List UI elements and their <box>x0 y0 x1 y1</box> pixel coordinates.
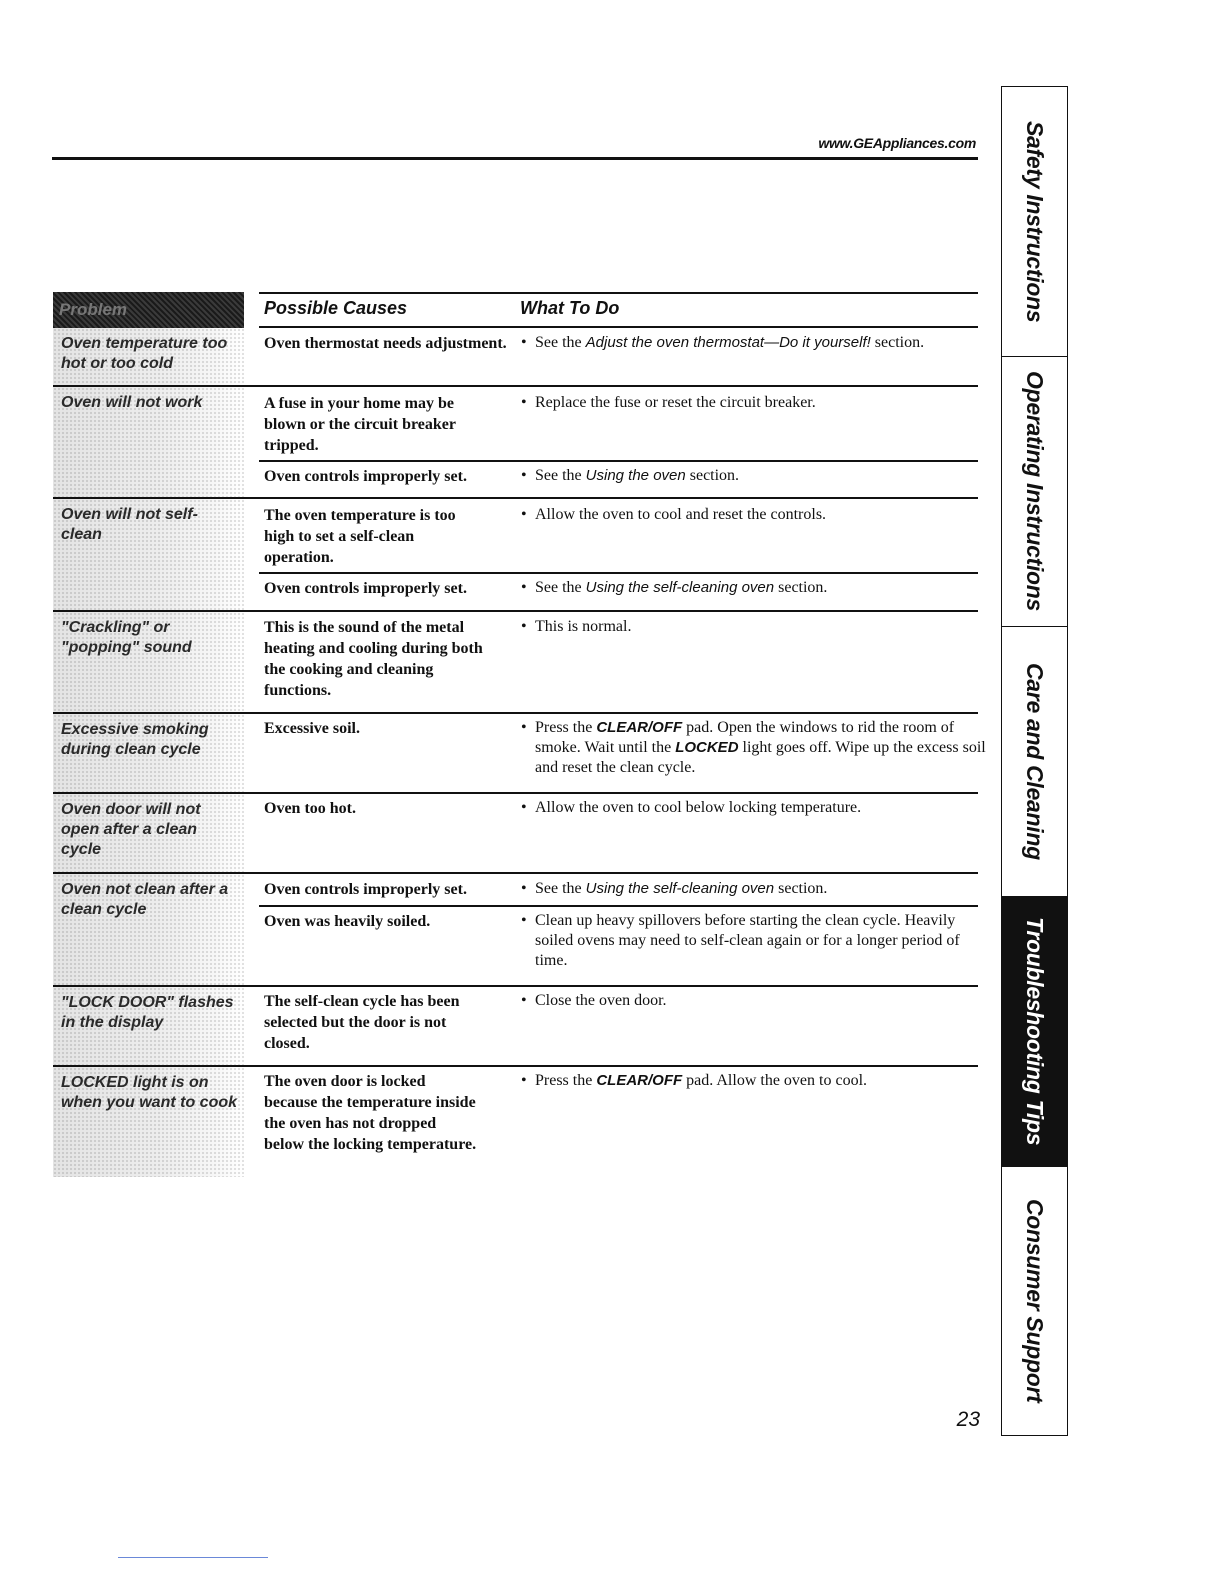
problem-cell: LOCKED light is on when you want to cook <box>53 1067 244 1177</box>
problem-cell: Oven will not self-clean <box>53 499 244 610</box>
todo-text: • See the Adjust the oven thermostat—Do it yourself! section. <box>521 333 990 353</box>
problem-cell: Excessive smoking during clean cycle <box>53 714 244 793</box>
section-reference: Using the self-cleaning oven <box>585 579 775 596</box>
problem-cell: Oven not clean after a clean cycle <box>53 874 244 985</box>
todo-text: • Replace the fuse or reset the circuit breaker. <box>521 393 990 413</box>
header-top-rule <box>259 292 978 294</box>
todo-text: • Press the CLEAR/OFF pad. Open the windows to rid the room of smoke. Wait until the LOCKED light goes off. Wipe up the excess soil and reset the clean cycle. <box>521 718 990 778</box>
possible-causes-header: Possible Causes <box>264 298 408 318</box>
todo-text: • See the Using the oven section. <box>521 466 990 486</box>
section-tabs <box>1001 86 1068 1436</box>
problem-column-header: Problem <box>53 292 244 328</box>
cause-text: Oven too hot. <box>264 800 356 817</box>
tab-consumer-support[interactable]: Consumer Support <box>1022 1198 1048 1403</box>
problem-cell: "LOCK DOOR" flashes in the display <box>53 987 244 1066</box>
what-to-do-header: What To Do <box>520 298 620 318</box>
todo-text: • Clean up heavy spillovers before starting the clean cycle. Heavily soiled ovens may need to self-clean again or for a longer period of time. <box>521 911 965 971</box>
todo-text: • Press the CLEAR/OFF pad. Allow the oven to cool. <box>521 1071 990 1091</box>
todo-text: • This is normal. <box>521 617 990 637</box>
cause-text: Oven controls improperly set. <box>264 580 467 597</box>
todo-text: • Allow the oven to cool and reset the controls. <box>521 505 990 525</box>
page-number: 23 <box>956 1408 980 1431</box>
cause-text: Oven controls improperly set. <box>264 468 467 485</box>
cause-text: Oven controls improperly set. <box>264 881 467 898</box>
tab-safety-instructions[interactable]: Safety Instructions <box>1002 87 1067 357</box>
todo-text: • Close the oven door. <box>521 991 990 1011</box>
todo-text: • See the Using the self-cleaning oven section. <box>521 578 990 598</box>
tab-troubleshooting-tips[interactable]: Troubleshooting Tips <box>1002 897 1067 1167</box>
todo-text: • See the Using the self-cleaning oven section. <box>521 879 990 899</box>
cause-text: Oven was heavily soiled. <box>264 913 431 930</box>
sub-divider <box>259 460 978 462</box>
tab-operating-instructions[interactable]: Operating Instructions <box>1002 357 1067 627</box>
cause-text: The self-clean cycle has been selected but the door is not closed. <box>264 993 460 1052</box>
locked-light: LOCKED <box>675 739 739 756</box>
section-reference: Using the self-cleaning oven <box>585 880 775 897</box>
problem-cell: "Crackling" or "popping" sound <box>53 612 244 713</box>
section-reference: Using the oven <box>585 467 686 484</box>
website-url: www.GEAppliances.com <box>818 135 976 151</box>
cause-text: Oven thermostat needs adjustment. <box>264 335 507 352</box>
cause-text: Excessive soil. <box>264 720 360 737</box>
problem-cell: Oven door will not open after a clean cycle <box>53 794 244 873</box>
cause-text: The oven temperature is too high to set a self-clean operation. <box>264 507 456 566</box>
problem-cell: Oven temperature too hot or too cold <box>53 328 244 386</box>
header-bottom-rule <box>259 326 978 328</box>
cause-text: This is the sound of the metal heating and cooling during both the cooking and cleaning functions. <box>264 619 483 699</box>
cause-text: A fuse in your home may be blown or the circuit breaker tripped. <box>264 395 456 454</box>
problem-cell: Oven will not work <box>53 387 244 498</box>
sub-divider <box>259 905 978 907</box>
clear-off-pad: CLEAR/OFF <box>596 719 683 736</box>
clear-off-pad: CLEAR/OFF <box>596 1072 683 1089</box>
sub-divider <box>259 572 978 574</box>
section-reference: Adjust the oven thermostat—Do it yourself! <box>585 334 871 351</box>
todo-text: • Allow the oven to cool below locking temperature. <box>521 798 990 818</box>
tab-care-and-cleaning[interactable]: Care and Cleaning <box>1002 627 1067 897</box>
cause-text: The oven door is locked because the temperature inside the oven has not dropped below the locking temperature. <box>264 1073 477 1153</box>
header-rule <box>52 157 978 160</box>
footer-line <box>118 1557 268 1558</box>
